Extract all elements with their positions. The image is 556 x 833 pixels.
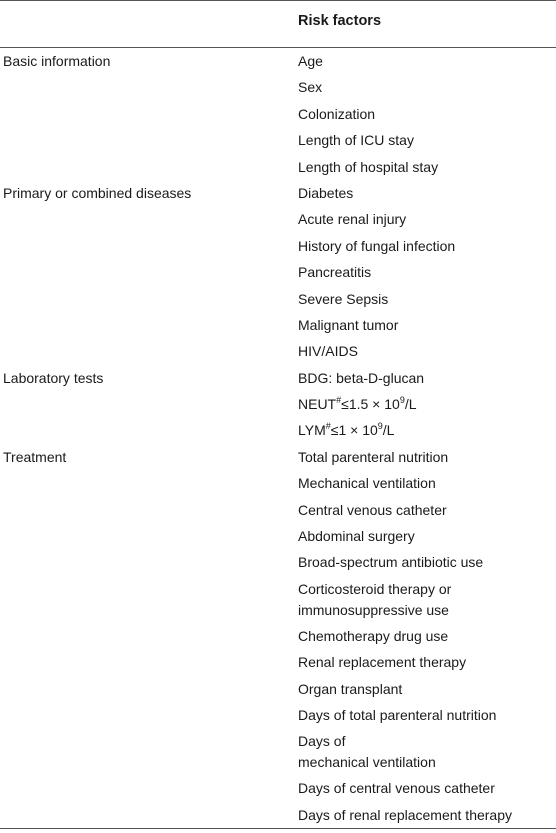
risk-factor-item: Diabetes (298, 184, 354, 201)
superscript: 9 (377, 421, 383, 432)
text-part: NEUT (298, 396, 337, 413)
superscript: # (325, 421, 331, 432)
table-group (0, 180, 556, 365)
text-part: /L (382, 422, 395, 439)
risk-factor-line: immunosuppressive use (298, 601, 449, 618)
header-risk-factors: Risk factors (298, 13, 382, 29)
category-label: Treatment (3, 448, 67, 465)
risk-factor-item: Central venous catheter (298, 501, 447, 518)
risk-factor-item: Malignant tumor (298, 316, 399, 333)
risk-factor-item: Age (298, 53, 323, 69)
category-label: Basic information (3, 53, 111, 69)
risk-factor-item: HIV/AIDS (298, 343, 358, 360)
risk-factor-line: mechanical ventilation (298, 754, 436, 771)
table-group (0, 444, 556, 829)
risk-factor-item: Sex (298, 79, 323, 96)
risk-factor-item: Broad-spectrum antibiotic use (298, 554, 484, 571)
text-part: LYM (298, 422, 326, 439)
risk-factor-item: Colonization (298, 105, 376, 122)
risk-factor-item: Severe Sepsis (298, 290, 389, 307)
risk-factor-item: Renal replacement therapy (298, 654, 467, 671)
risk-factor-line: Days of (298, 733, 346, 750)
risk-factor-item: Days of renal replacement therapy (298, 806, 512, 823)
risk-factor-list (298, 365, 556, 444)
text-part: ≤1 × 10 (330, 422, 378, 439)
table-group (0, 365, 556, 444)
superscript: # (336, 395, 342, 406)
text-part: ≤1.5 × 10 (341, 396, 400, 413)
risk-factor-list (298, 180, 556, 365)
risk-factor-item (298, 417, 556, 443)
superscript: 9 (399, 395, 405, 406)
risk-factor-item: BDG: beta-D-glucan (298, 369, 425, 386)
risk-factor-item: Pancreatitis (298, 264, 372, 281)
risk-factor-line: Corticosteroid therapy or (298, 580, 452, 597)
risk-factor-item: Length of hospital stay (298, 158, 439, 175)
risk-factor-item: Total parenteral nutrition (298, 448, 449, 465)
table-body (0, 48, 556, 829)
category-label: Primary or combined diseases (3, 184, 192, 201)
risk-factor-item: Days of central venous catheter (298, 780, 495, 797)
risk-factor-item: Length of ICU stay (298, 132, 414, 149)
table-group (0, 48, 556, 180)
risk-factor-list (298, 444, 556, 828)
risk-factor-item: Chemotherapy drug use (298, 627, 449, 644)
risk-factor-item: Abdominal surgery (298, 528, 415, 545)
text-part: /L (404, 396, 417, 413)
risk-factor-item (298, 391, 556, 417)
risk-factor-item: Organ transplant (298, 680, 403, 697)
risk-factor-item: Mechanical ventilation (298, 475, 436, 492)
risk-factor-item: History of fungal infection (298, 237, 456, 254)
risk-factor-item (298, 728, 528, 775)
risk-factor-list (298, 48, 556, 180)
category-label: Laboratory tests (3, 369, 104, 386)
table-header (0, 0, 556, 48)
risk-factor-item: Days of total parenteral nutrition (298, 706, 497, 723)
risk-factor-item: Acute renal injury (298, 211, 407, 228)
risk-factor-item (298, 576, 528, 623)
